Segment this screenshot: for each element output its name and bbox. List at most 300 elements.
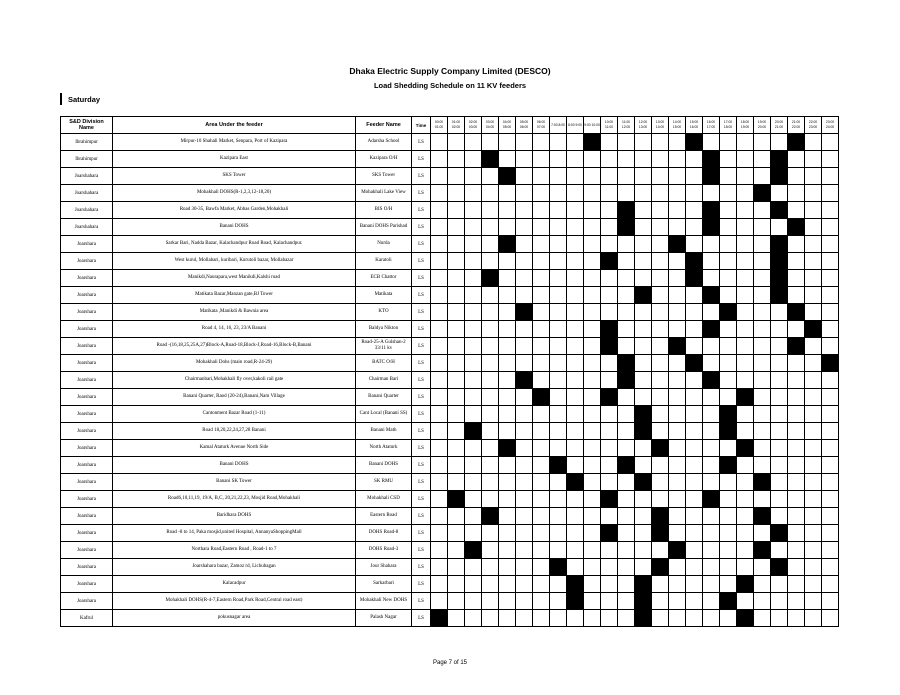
- slot-cell: [448, 372, 465, 389]
- load-shedding-slot: [567, 593, 584, 610]
- slot-cell: [737, 355, 754, 372]
- slot-cell: [805, 151, 822, 168]
- slot-cell: [805, 559, 822, 576]
- slot-cell: [601, 423, 618, 440]
- slot-cell: [686, 287, 703, 304]
- slot-cell: [703, 525, 720, 542]
- feeder-cell: BIS O/H: [356, 202, 412, 219]
- slot-cell: [652, 406, 669, 423]
- slot-cell: [584, 525, 601, 542]
- slot-cell: [431, 355, 448, 372]
- slot-cell: [584, 389, 601, 406]
- slot-cell: [533, 134, 550, 151]
- feeder-cell: ECB Chattor: [356, 270, 412, 287]
- slot-cell: [567, 372, 584, 389]
- slot-cell: [533, 508, 550, 525]
- load-shedding-slot: [635, 474, 652, 491]
- slot-cell: [465, 372, 482, 389]
- slot-cell: [482, 593, 499, 610]
- slot-cell: [737, 457, 754, 474]
- feeder-cell: Jour Shahara: [356, 559, 412, 576]
- slot-cell: [720, 559, 737, 576]
- feeder-cell: Baldya Nikton: [356, 321, 412, 338]
- feeder-cell: Eastern Road: [356, 508, 412, 525]
- load-shedding-slot: [465, 423, 482, 440]
- slot-cell: [601, 508, 618, 525]
- slot-cell: [635, 202, 652, 219]
- slot-cell: [431, 576, 448, 593]
- slot-cell: [465, 168, 482, 185]
- area-cell: Mohakhali Dohs (main road,R-24-29): [113, 355, 356, 372]
- slot-cell: [431, 338, 448, 355]
- slot-cell: [550, 593, 567, 610]
- slot-cell: [805, 457, 822, 474]
- slot-cell: [822, 185, 839, 202]
- slot-cell: [618, 474, 635, 491]
- slot-cell: [669, 406, 686, 423]
- slot-cell: [601, 576, 618, 593]
- slot-cell: [601, 304, 618, 321]
- slot-cell: [431, 185, 448, 202]
- slot-cell: [516, 508, 533, 525]
- slot-cell: [584, 474, 601, 491]
- slot-cell: [805, 440, 822, 457]
- slot-cell: [567, 134, 584, 151]
- slot-cell: [584, 423, 601, 440]
- slot-cell: [533, 168, 550, 185]
- slot-cell: [788, 406, 805, 423]
- time-cell: LS: [412, 219, 431, 236]
- load-shedding-slot: [618, 457, 635, 474]
- slot-cell: [448, 253, 465, 270]
- area-cell: West kurul, Mollabari, kuribari, Kurutoli bazar, Mollabazar: [113, 253, 356, 270]
- slot-cell: [720, 355, 737, 372]
- slot-cell: [482, 185, 499, 202]
- slot-cell: [448, 134, 465, 151]
- load-shedding-slot: [635, 593, 652, 610]
- slot-cell: [567, 304, 584, 321]
- slot-cell: [448, 304, 465, 321]
- load-shedding-slot: [567, 474, 584, 491]
- slot-cell: [652, 491, 669, 508]
- slot-cell: [805, 474, 822, 491]
- time-cell: LS: [412, 372, 431, 389]
- slot-cell: [618, 287, 635, 304]
- slot-cell: [465, 440, 482, 457]
- slot-cell: [516, 542, 533, 559]
- slot-cell: [448, 423, 465, 440]
- slot-cell: [601, 202, 618, 219]
- slot-cell: [533, 372, 550, 389]
- load-shedding-slot: [652, 440, 669, 457]
- slot-cell: [482, 134, 499, 151]
- slot-cell: [516, 219, 533, 236]
- slot-cell: [516, 287, 533, 304]
- table-row: [61, 321, 839, 338]
- area-cell: Banani Quarter, Raod (20-24),Banani,Nam Village: [113, 389, 356, 406]
- division-cell: Joarshahara: [61, 219, 113, 236]
- slot-cell: [754, 321, 771, 338]
- area-cell: Banani DOHS: [113, 457, 356, 474]
- slot-cell: [601, 219, 618, 236]
- table-row: [61, 219, 839, 236]
- load-shedding-slot: [601, 525, 618, 542]
- slot-cell: [584, 457, 601, 474]
- load-shedding-slot: [516, 304, 533, 321]
- slot-cell: [533, 406, 550, 423]
- slot-cell: [788, 491, 805, 508]
- slot-cell: [618, 440, 635, 457]
- slot-cell: [686, 474, 703, 491]
- slot-cell: [686, 321, 703, 338]
- slot-cell: [516, 406, 533, 423]
- slot-cell: [669, 423, 686, 440]
- slot-cell: [652, 389, 669, 406]
- slot-cell: [635, 304, 652, 321]
- feeder-cell: Road-25-A Gulshan-2 33/11 kv: [356, 338, 412, 355]
- slot-cell: [805, 202, 822, 219]
- slot-cell: [822, 559, 839, 576]
- slot-cell: [533, 593, 550, 610]
- load-shedding-slot: [754, 508, 771, 525]
- time-cell: LS: [412, 474, 431, 491]
- slot-cell: [465, 355, 482, 372]
- feeder-cell: Mohakhali CSD: [356, 491, 412, 508]
- slot-cell: [618, 151, 635, 168]
- slot-cell: [516, 202, 533, 219]
- area-cell: Road6,10,11,19, 19/A, B,C, 20,21,22,23, Mosjid Road,Mohakhali: [113, 491, 356, 508]
- load-shedding-slot: [618, 372, 635, 389]
- slot-cell: [754, 304, 771, 321]
- load-shedding-slot: [601, 338, 618, 355]
- load-shedding-slot: [516, 372, 533, 389]
- slot-cell: [567, 287, 584, 304]
- table-row: [61, 338, 839, 355]
- slot-cell: [448, 219, 465, 236]
- slot-cell: [669, 304, 686, 321]
- slot-cell: [703, 406, 720, 423]
- slot-cell: [652, 219, 669, 236]
- slot-cell: [754, 134, 771, 151]
- division-cell: Joarshara: [61, 236, 113, 253]
- load-shedding-slot: [482, 270, 499, 287]
- time-cell: LS: [412, 593, 431, 610]
- table-row: [61, 287, 839, 304]
- slot-cell: [465, 304, 482, 321]
- slot-cell: [737, 542, 754, 559]
- load-shedding-slot: [686, 134, 703, 151]
- slot-cell: [448, 508, 465, 525]
- slot-cell: [822, 253, 839, 270]
- slot-cell: [499, 389, 516, 406]
- slot-cell: [652, 202, 669, 219]
- load-shedding-slot: [771, 287, 788, 304]
- slot-cell: [584, 253, 601, 270]
- slot-cell: [805, 525, 822, 542]
- slot-cell: [465, 287, 482, 304]
- slot-cell: [737, 474, 754, 491]
- slot-cell: [669, 219, 686, 236]
- slot-cell: [635, 236, 652, 253]
- slot-cell: [584, 576, 601, 593]
- slot-cell: [822, 525, 839, 542]
- slot-cell: [550, 168, 567, 185]
- slot-cell: [601, 134, 618, 151]
- time-slot-header: 10:00 11:00: [601, 117, 618, 134]
- load-shedding-slot: [669, 542, 686, 559]
- area-cell: Road 30-35, Bawfa Market, Abbas Garden,Mohakhali: [113, 202, 356, 219]
- load-shedding-slot: [686, 355, 703, 372]
- slot-cell: [584, 491, 601, 508]
- time-slot-header: 05:00 06:00: [516, 117, 533, 134]
- slot-cell: [788, 559, 805, 576]
- load-shedding-slot: [601, 491, 618, 508]
- slot-cell: [788, 508, 805, 525]
- slot-cell: [550, 372, 567, 389]
- slot-cell: [805, 304, 822, 321]
- slot-cell: [533, 338, 550, 355]
- slot-cell: [805, 355, 822, 372]
- load-shedding-slot: [737, 440, 754, 457]
- load-shedding-slot: [720, 304, 737, 321]
- slot-cell: [788, 525, 805, 542]
- slot-cell: [482, 525, 499, 542]
- slot-cell: [567, 151, 584, 168]
- time-slot-header: 22:00 23:00: [805, 117, 822, 134]
- slot-cell: [771, 304, 788, 321]
- slot-cell: [703, 253, 720, 270]
- slot-cell: [771, 134, 788, 151]
- division-cell: Joarshara: [61, 287, 113, 304]
- time-slot-header: 17:00 18:00: [720, 117, 737, 134]
- slot-cell: [499, 406, 516, 423]
- slot-cell: [652, 338, 669, 355]
- load-shedding-slot: [499, 440, 516, 457]
- area-cell: Road 18,20,22,24,27,28 Banani: [113, 423, 356, 440]
- col-header-division: S&D Division Name: [61, 117, 113, 134]
- time-cell: LS: [412, 151, 431, 168]
- slot-cell: [584, 440, 601, 457]
- slot-cell: [550, 406, 567, 423]
- slot-cell: [567, 168, 584, 185]
- slot-cell: [499, 270, 516, 287]
- load-shedding-slot: [788, 219, 805, 236]
- slot-cell: [533, 440, 550, 457]
- slot-cell: [482, 202, 499, 219]
- slot-cell: [448, 151, 465, 168]
- slot-cell: [686, 457, 703, 474]
- slot-cell: [584, 236, 601, 253]
- slot-cell: [771, 440, 788, 457]
- time-slot-header: 03:00 04:00: [482, 117, 499, 134]
- slot-cell: [448, 610, 465, 627]
- slot-cell: [516, 338, 533, 355]
- slot-cell: [567, 559, 584, 576]
- slot-cell: [771, 491, 788, 508]
- slot-cell: [805, 389, 822, 406]
- table-row: [61, 559, 839, 576]
- slot-cell: [703, 610, 720, 627]
- division-cell: Joarshahara: [61, 185, 113, 202]
- load-shedding-slot: [703, 321, 720, 338]
- slot-cell: [720, 440, 737, 457]
- slot-cell: [533, 491, 550, 508]
- slot-cell: [601, 593, 618, 610]
- slot-cell: [771, 219, 788, 236]
- slot-cell: [686, 593, 703, 610]
- load-shedding-slot: [737, 389, 754, 406]
- slot-cell: [465, 236, 482, 253]
- slot-cell: [584, 304, 601, 321]
- slot-cell: [550, 542, 567, 559]
- slot-cell: [618, 134, 635, 151]
- area-cell: Banani SK Tower: [113, 474, 356, 491]
- division-cell: Joarshara: [61, 253, 113, 270]
- time-cell: LS: [412, 508, 431, 525]
- load-shedding-slot: [754, 185, 771, 202]
- slot-cell: [618, 389, 635, 406]
- division-cell: Joarshara: [61, 457, 113, 474]
- slot-cell: [720, 474, 737, 491]
- area-cell: Cantonment Bazar Road (1-11): [113, 406, 356, 423]
- slot-cell: [669, 491, 686, 508]
- slot-cell: [465, 338, 482, 355]
- slot-cell: [533, 542, 550, 559]
- load-shedding-slot: [465, 542, 482, 559]
- table-row: [61, 406, 839, 423]
- slot-cell: [669, 440, 686, 457]
- slot-cell: [567, 202, 584, 219]
- slot-cell: [601, 185, 618, 202]
- table-row: [61, 491, 839, 508]
- time-slot-header: 21:00 22:00: [788, 117, 805, 134]
- slot-cell: [448, 355, 465, 372]
- slot-cell: [550, 253, 567, 270]
- load-shedding-slot: [822, 355, 839, 372]
- time-slot-header: 23:00 24:00: [822, 117, 839, 134]
- slot-cell: [601, 440, 618, 457]
- slot-cell: [771, 185, 788, 202]
- slot-cell: [584, 338, 601, 355]
- slot-cell: [771, 508, 788, 525]
- slot-cell: [737, 202, 754, 219]
- slot-cell: [805, 134, 822, 151]
- slot-cell: [550, 508, 567, 525]
- feeder-cell: North Ataturk: [356, 440, 412, 457]
- feeder-cell: Nurda: [356, 236, 412, 253]
- load-shedding-slot: [754, 542, 771, 559]
- slot-cell: [669, 185, 686, 202]
- slot-cell: [771, 321, 788, 338]
- area-cell: Northara Road,Eastern Road , Road-1 to 7: [113, 542, 356, 559]
- slot-cell: [720, 321, 737, 338]
- division-cell: Joarshara: [61, 440, 113, 457]
- slot-cell: [567, 542, 584, 559]
- slot-cell: [635, 338, 652, 355]
- slot-cell: [754, 219, 771, 236]
- slot-cell: [601, 151, 618, 168]
- time-slot-header: 14:00 15:00: [669, 117, 686, 134]
- slot-cell: [499, 185, 516, 202]
- slot-cell: [805, 542, 822, 559]
- slot-cell: [499, 338, 516, 355]
- time-slot-header: 02:00 03:00: [465, 117, 482, 134]
- slot-cell: [686, 491, 703, 508]
- load-shedding-slot: [788, 304, 805, 321]
- slot-cell: [465, 593, 482, 610]
- time-slot-header: 04:00 05:00: [499, 117, 516, 134]
- time-cell: LS: [412, 457, 431, 474]
- slot-cell: [431, 219, 448, 236]
- load-shedding-slot: [703, 151, 720, 168]
- slot-cell: [669, 474, 686, 491]
- slot-cell: [737, 491, 754, 508]
- slot-cell: [720, 389, 737, 406]
- feeder-cell: Banani DOHS Parishad: [356, 219, 412, 236]
- slot-cell: [465, 457, 482, 474]
- division-cell: Joarshara: [61, 355, 113, 372]
- slot-cell: [482, 389, 499, 406]
- load-shedding-slot: [652, 559, 669, 576]
- area-cell: pokusnagar area: [113, 610, 356, 627]
- slot-cell: [652, 304, 669, 321]
- slot-cell: [618, 491, 635, 508]
- load-shedding-slot: [669, 338, 686, 355]
- area-cell: Kazipara East: [113, 151, 356, 168]
- slot-cell: [771, 576, 788, 593]
- slot-cell: [703, 355, 720, 372]
- slot-cell: [754, 525, 771, 542]
- table-row: [61, 372, 839, 389]
- slot-cell: [516, 440, 533, 457]
- slot-cell: [448, 321, 465, 338]
- slot-cell: [448, 440, 465, 457]
- slot-cell: [635, 457, 652, 474]
- slot-cell: [499, 559, 516, 576]
- table-row: [61, 610, 839, 627]
- slot-cell: [431, 270, 448, 287]
- feeder-cell: Banani Quarter: [356, 389, 412, 406]
- slot-cell: [652, 372, 669, 389]
- table-row: [61, 202, 839, 219]
- area-cell: SKS Tower: [113, 168, 356, 185]
- feeder-cell: Adarsha School: [356, 134, 412, 151]
- slot-cell: [516, 491, 533, 508]
- slot-cell: [822, 338, 839, 355]
- slot-cell: [703, 338, 720, 355]
- slot-cell: [618, 593, 635, 610]
- load-shedding-slot: [431, 610, 448, 627]
- load-shedding-slot: [771, 168, 788, 185]
- slot-cell: [482, 321, 499, 338]
- slot-cell: [550, 287, 567, 304]
- slot-cell: [686, 372, 703, 389]
- slot-cell: [635, 491, 652, 508]
- slot-cell: [720, 236, 737, 253]
- slot-cell: [805, 593, 822, 610]
- division-cell: Joarshara: [61, 525, 113, 542]
- slot-cell: [686, 508, 703, 525]
- slot-cell: [584, 219, 601, 236]
- slot-cell: [822, 236, 839, 253]
- slot-cell: [550, 202, 567, 219]
- slot-cell: [516, 236, 533, 253]
- feeder-cell: Banani DOHS: [356, 457, 412, 474]
- slot-cell: [737, 270, 754, 287]
- slot-cell: [601, 287, 618, 304]
- division-cell: Joarshara: [61, 406, 113, 423]
- slot-cell: [669, 202, 686, 219]
